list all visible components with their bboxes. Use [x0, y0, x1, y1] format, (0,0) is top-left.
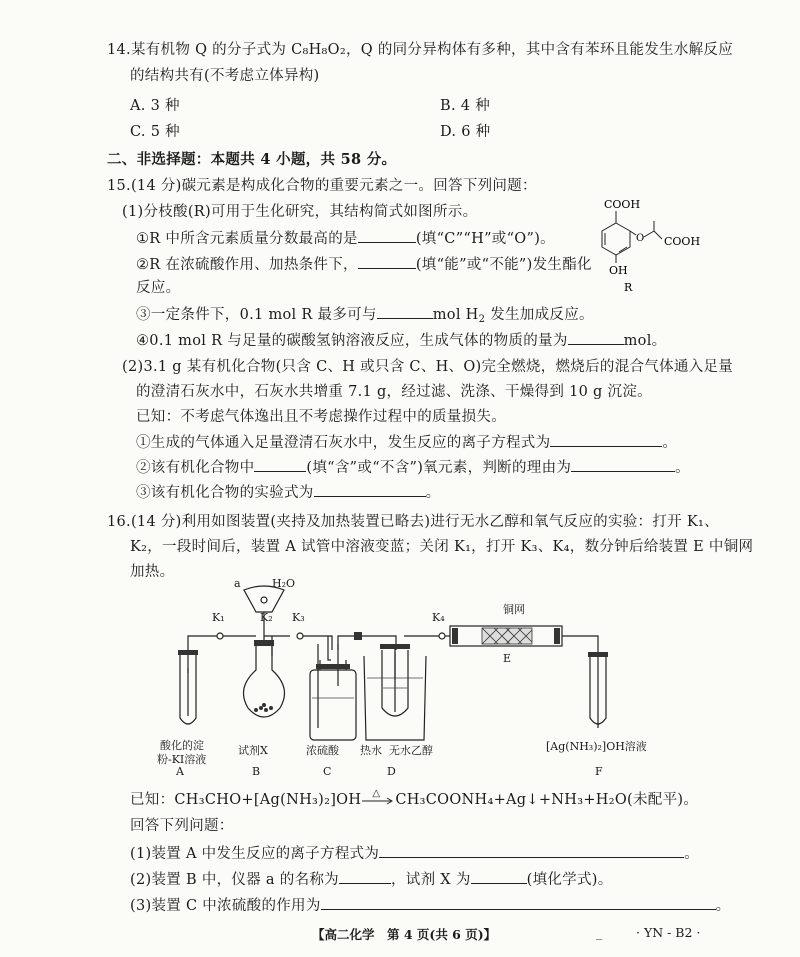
q16-sub3-tail: 。 [715, 898, 731, 914]
q15-part2-line3: 已知：不考虑气体逸出且不考虑操作过程中的质量损失。 [136, 409, 506, 425]
answer-blank[interactable] [471, 869, 527, 884]
q16-line1: 16.(14 分)利用如图装置(夹持及加热装置已略去)进行无水乙醇和氧气反应的实验：打开 K₁、 [107, 514, 719, 530]
q15-sub2-tail: (填“能”或“不能”)发生酯化 [415, 257, 592, 273]
label-D-desc1: 热水 [360, 744, 382, 757]
branched-acid-structure [570, 195, 710, 295]
q15-part2-sub3-tail: 。 [425, 485, 441, 501]
answer-blank[interactable] [377, 304, 433, 319]
answer-blank[interactable] [379, 843, 684, 858]
q15-sub1-tail: (填“C”“H”或“O”)。 [415, 231, 555, 247]
label-k2: K₂ [260, 611, 273, 624]
answer-blank[interactable] [314, 482, 426, 497]
q15-part2-sub1-text: ①生成的气体通入足量澄清石灰水中，发生反应的离子方程式为 [136, 435, 551, 451]
answer-blank[interactable] [568, 330, 624, 345]
answer-blank[interactable] [339, 869, 391, 884]
answer-blank[interactable] [358, 228, 416, 243]
q15-part2-sub2-tail: 。 [675, 460, 690, 476]
label-C: C [323, 765, 332, 778]
q14-option-a: A. 3 种 [130, 98, 180, 114]
heat-arrow [361, 788, 395, 807]
q15-sub3-mol: mol H [432, 307, 479, 323]
q15-sub1-text: ①R 中所含元素质量分数最高的是 [136, 231, 358, 247]
q15-sub3 [136, 304, 594, 330]
label-D-desc2: 无水乙醇 [389, 744, 433, 757]
q14-option-d: D. 6 种 [440, 124, 491, 140]
q15-sub4-text: ④0.1 mol R 与足量的碳酸氢钠溶液反应，生成气体的物质的量为 [136, 333, 568, 349]
q15-part2-sub2-text: ②该有机化合物中 [136, 460, 255, 476]
q15-intro: 15.(14 分)碳元素是构成化合物的重要元素之一。回答下列问题： [107, 178, 537, 194]
label-k1: K₁ [212, 611, 225, 624]
q15-part2-line2: 的澄清石灰水中，石灰水共增重 7.1 g，经过滤、洗涤、干燥得到 10 g 沉淀。 [136, 384, 652, 400]
q14-option-c: C. 5 种 [130, 124, 180, 140]
page-footer: 【高二化学 第 4 页(共 6 页)】 [312, 927, 497, 942]
q15-part2-sub1 [136, 432, 677, 453]
struct-o: O [636, 233, 645, 244]
label-A: A [176, 765, 184, 778]
q16-sub1-tail: 。 [684, 846, 700, 862]
label-F: F [595, 765, 603, 778]
q16-sub3 [130, 895, 730, 916]
q15-sub3-tail: 发生加成反应。 [485, 307, 594, 323]
section-title: 二、非选择题：本题共 4 小题，共 58 分。 [107, 151, 397, 168]
footer-code: · YN - B2 · [636, 925, 701, 940]
q16-line3: 加热。 [130, 564, 175, 580]
label-A-desc1: 酸化的淀 [160, 739, 204, 752]
q15-part2-sub2 [136, 457, 690, 478]
q15-part2-sub2-mid: (填“含”或“不含”)氧元素，判断的理由为 [306, 460, 572, 476]
label-C-desc: 浓硫酸 [306, 744, 339, 757]
q16-sub1-text: (1)装置 A 中发生反应的离子方程式为 [130, 846, 380, 862]
known-reactants: 已知：CH₃CHO+[Ag(NH₃)₂]OH [130, 792, 362, 808]
known-products: CH₃COONH₄+Ag↓+NH₃+H₂O(未配平)。 [395, 792, 699, 808]
label-F-desc: [Ag(NH₃)₂]OH溶液 [546, 740, 647, 753]
q14-line2: 的结构共有(不考虑立体异构) [130, 68, 320, 84]
q16-sub1 [130, 843, 699, 864]
q16-sub2-tail: (填化学式)。 [526, 872, 613, 888]
reaction-arrow [361, 797, 395, 805]
struct-oh: OH [609, 264, 628, 277]
label-a: a [234, 577, 241, 590]
q16-sub3-text: (3)装置 C 中浓硫酸的作用为 [130, 898, 321, 914]
q15-sub4-tail: mol。 [623, 333, 667, 349]
label-A-desc2: 粉-KI溶液 [157, 753, 207, 766]
q15-part2-sub3-text: ③该有机化合物的实验式为 [136, 485, 314, 501]
q16-sub2-text: (2)装置 B 中，仪器 a 的名称为 [130, 872, 339, 888]
q16-line2: K₂，一段时间后，装置 A 试管中溶液变蓝；关闭 K₁，打开 K₃、K₄，数分钟后给装置 E 中铜网 [130, 539, 754, 555]
q16-sub2-mid: ，试剂 X 为 [390, 872, 471, 888]
q15-sub3-text: ③一定条件下，0.1 mol R 最多可与 [136, 307, 377, 323]
label-copper-net: 铜网 [503, 603, 525, 616]
q15-part1: (1)分枝酸(R)可用于生化研究，其结构简式如图所示。 [122, 204, 478, 220]
q16-known-reaction [130, 790, 698, 810]
label-E: E [503, 652, 512, 665]
label-h2o: H₂O [272, 577, 296, 590]
q15-part2-line1: (2)3.1 g 某有机化合物(只含 C、H 或只含 C、H、O)完全燃烧，燃烧后的混合气体通入足量 [122, 359, 734, 375]
q15-sub2 [136, 254, 592, 275]
struct-name: R [624, 281, 633, 294]
label-B: B [252, 765, 261, 778]
answer-blank[interactable] [550, 432, 662, 447]
q15-sub4 [136, 330, 666, 351]
answer-blank[interactable] [254, 457, 306, 472]
label-k4: K₄ [432, 611, 445, 624]
q15-sub3-subscript: 2 [478, 314, 486, 325]
answer-blank[interactable] [321, 895, 716, 910]
answer-blank[interactable] [358, 254, 416, 269]
label-k3: K₃ [292, 611, 305, 624]
q15-part2-sub3 [136, 482, 440, 503]
q15-sub1 [136, 228, 555, 249]
label-D: D [387, 765, 396, 778]
q15-sub2-text: ②R 在浓硫酸作用、加热条件下， [136, 257, 358, 273]
delta-symbol: △ [372, 788, 381, 799]
q16-sub2 [130, 869, 613, 890]
q14-line1: 14.某有机物 Q 的分子式为 C₈H₈O₂，Q 的同分异构体有多种，其中含有苯环且能发生水解反应 [107, 42, 734, 58]
struct-cooh-top: COOH [604, 198, 641, 211]
label-B-desc: 试剂X [238, 744, 268, 757]
q15-part2-sub1-tail: 。 [662, 435, 678, 451]
footer-dash: _ [596, 925, 603, 940]
q15-sub2-cont: 反应。 [136, 280, 181, 296]
answer-blank[interactable] [571, 457, 675, 472]
q14-option-b: B. 4 种 [440, 98, 491, 114]
q16-ask: 回答下列问题： [130, 818, 234, 834]
struct-cooh-side: COOH [664, 235, 701, 248]
